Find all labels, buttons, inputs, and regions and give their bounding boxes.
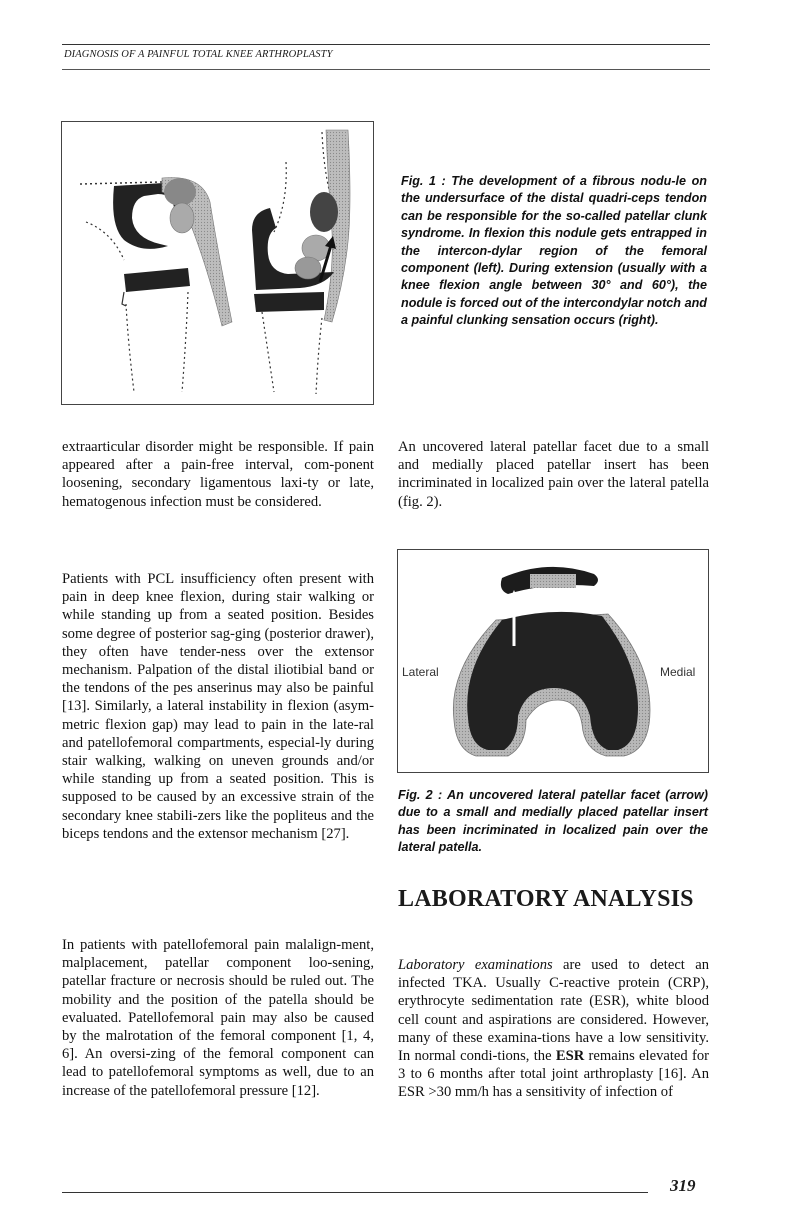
header-rule-top (62, 44, 710, 45)
paragraph-text-a: are used to detect an infected TKA. Usually C-reactive protein (CRP), erythrocyte sedimentation rate (ESR), white blood cell count and aspirations are considered. However, many of these examina-tions have a low sensitivity. In normal condi-tions, the (398, 957, 709, 1065)
lead-term: Laboratory examinations (398, 957, 553, 973)
figure-1-illustration (62, 122, 373, 404)
page-number: 319 (670, 1176, 696, 1195)
knee-extension-drawing (252, 130, 350, 394)
figure-2-caption: Fig. 2 : An uncovered lateral patellar facet (arrow) due to a small and medially placed patellar insert has been incriminated in localized pain over the lateral patella. (398, 788, 708, 855)
running-head: DIAGNOSIS OF A PAINFUL TOTAL KNEE ARTHROPLASTY (64, 49, 333, 60)
figure-2-illustration (398, 550, 708, 772)
figure-1-caption: Fig. 1 : The development of a fibrous nodu-le on the undersurface of the distal quadri-ceps tendon can be responsible for the so-called patellar clunk syndrome. In flexion this nodule gets entrapped in the intercon-dylar region of the femoral component (left). During extension (usually with a knee flexion angle between 30° and 60°), the nodule is forced out of the intercondylar notch and a painful clunking sensation occurs (right). (401, 174, 707, 328)
left-paragraph-1: extraarticular disorder might be responsible. If pain appeared after a pain-free interval, com-ponent loosening, secondary ligamentous laxi-ty or late, hematogenous infection must be considered. (62, 439, 374, 510)
left-paragraph-2: Patients with PCL insufficiency often present with pain in deep knee flexion, during stair walking or while standing up from a seated position. Besides some degree of posterior sag-ging (posterior drawer), they often have tender-ness over the extensor mechanism. Palpation of the distal iliotibial band or the tendons of the pes anserinus may also be painful [13]. Similarly, a lateral instability in flexion (asym-metric flexion gap) may lead to pain in the late-ral and patellofemoral compartments, especial-ly during stair walking, walking on uneven grounds and/or while standing up from a seated position. This is supposed to be caused by an excessive strain of the secondary knee stabili-zers like the popliteus and the biceps tendons and the extensor mechanism [27]. (62, 571, 374, 842)
lateral-label: Lateral (402, 665, 439, 679)
paragraph-text-b: remains elevated for 3 to 6 months after total joint arthroplasty [16]. An ESR >30 mm/h has a sensitivity of infection of (398, 1048, 709, 1101)
right-paragraph-2 (398, 956, 709, 1102)
section-heading: LABORATORY ANALYSIS (398, 886, 694, 912)
header-rule-bottom (62, 69, 710, 70)
medial-label: Medial (660, 665, 696, 679)
knee-flexion-drawing (80, 178, 232, 393)
figure-1 (61, 121, 374, 405)
left-paragraph-3: In patients with patellofemoral pain malalign-ment, malplacement, patellar component loo-sening, patellar fracture or necrosis should be ruled out. The mobility and the position of the patella should be evaluated. Patellofemoral pain may also be caused by the malrotation of the femoral component [1, 4, 6]. An oversi-zing of the femoral component can lead to patellofemoral symptoms as well, due to an increase of the patellofemoral pressure [12]. (62, 937, 374, 1099)
esr-term: ESR (555, 1048, 585, 1065)
footer-rule (62, 1192, 648, 1193)
right-paragraph-1: An uncovered lateral patellar facet due to a small and medially placed patellar insert has been incriminated in localized pain over the lateral patella (fig. 2). (398, 439, 709, 510)
figure-2 (397, 549, 709, 773)
